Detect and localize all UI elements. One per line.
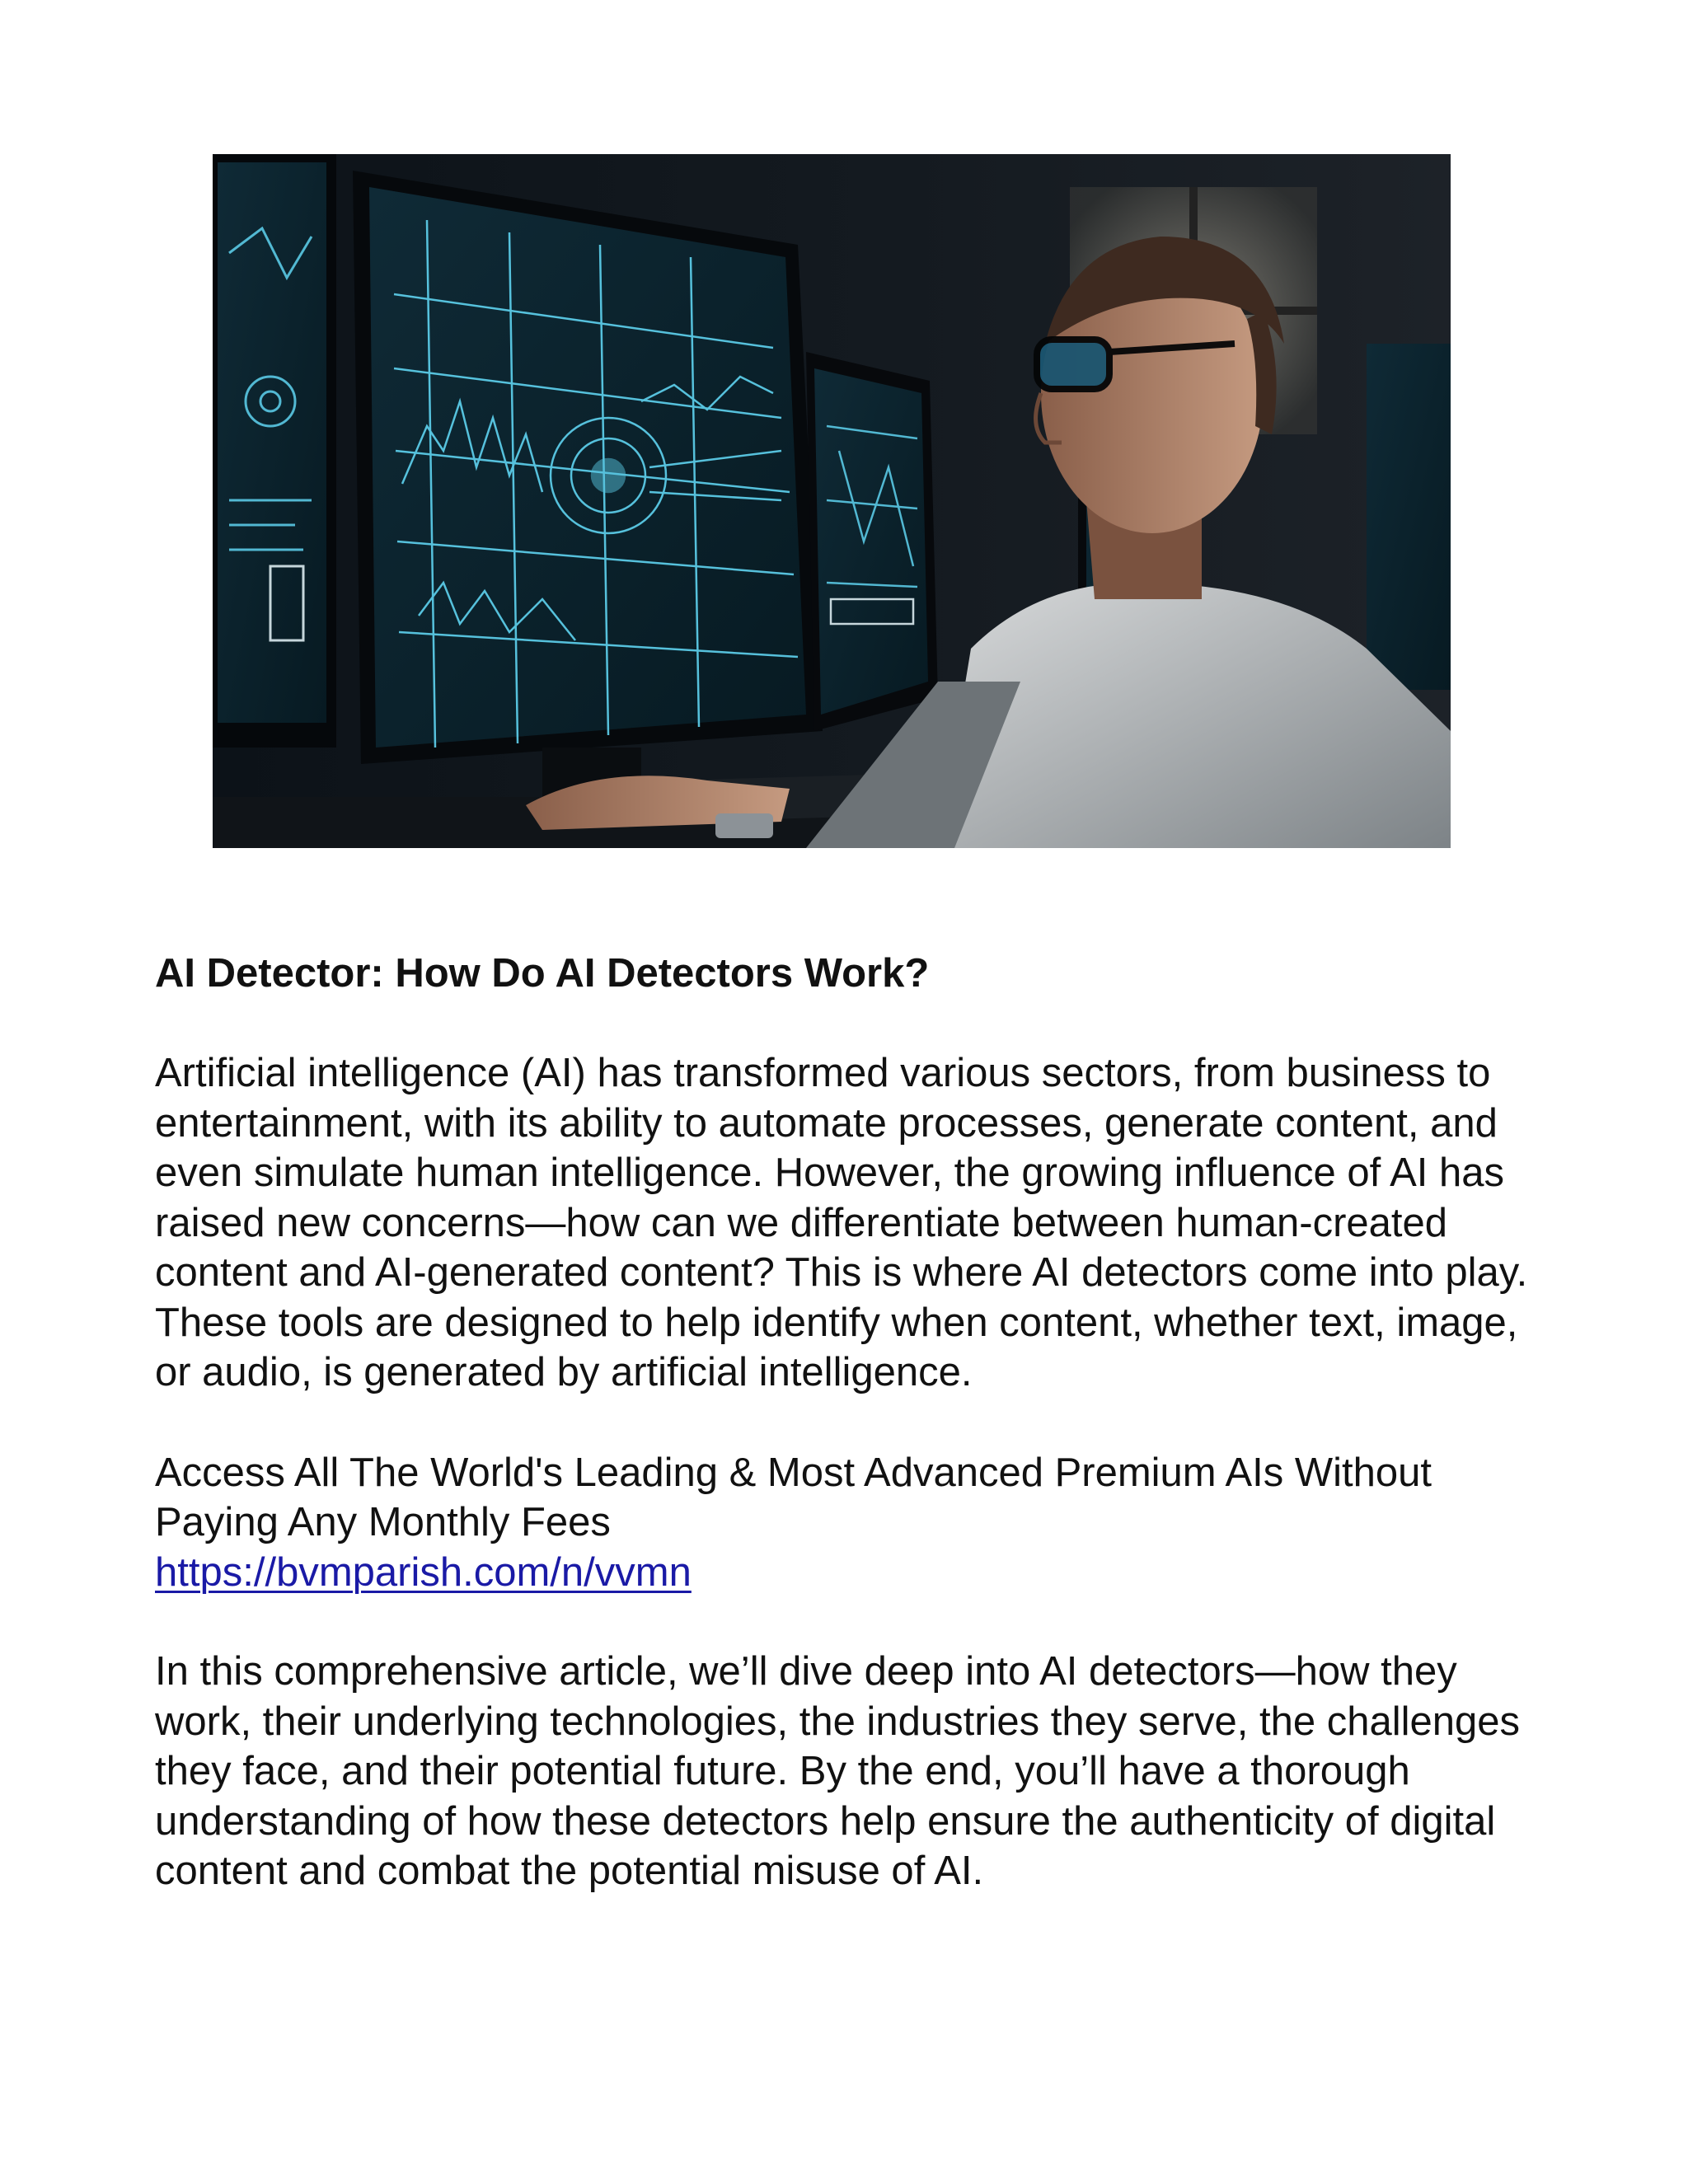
body-paragraph: In this comprehensive article, we’ll dive deep into AI detectors—how they work, their underlying technologies, the industries they serve, the challenges they face, and their potential future. By the end, you’ll have a thorough understanding of how these detectors help ensure the authenticity of digital content and combat the potential misuse of AI. — [155, 1649, 1521, 1893]
intro-paragraph: Artificial intelligence (AI) has transformed various sectors, from business to entertainment, with its ability to automate processes, generate content, and even simulate human intelligence. However, the growing influence of AI has raised new concerns—how can we differentiate between human-created content and AI-generated content? This is where AI detectors come into play. These tools are designed to help identify when content, whether text, image, or audio, is generated by artificial intelligence. — [155, 1051, 1528, 1394]
article — [155, 948, 1540, 1947]
hero-image — [213, 154, 1451, 848]
promo-link[interactable]: https://bvmparish.com/n/vvmn — [155, 1549, 692, 1595]
promo-block — [155, 1448, 1540, 1598]
promo-text: Access All The World's Leading & Most Advanced Premium AIs Without Paying Any Monthly Fees — [155, 1450, 1432, 1544]
article-title: AI Detector: How Do AI Detectors Work? — [155, 951, 930, 996]
